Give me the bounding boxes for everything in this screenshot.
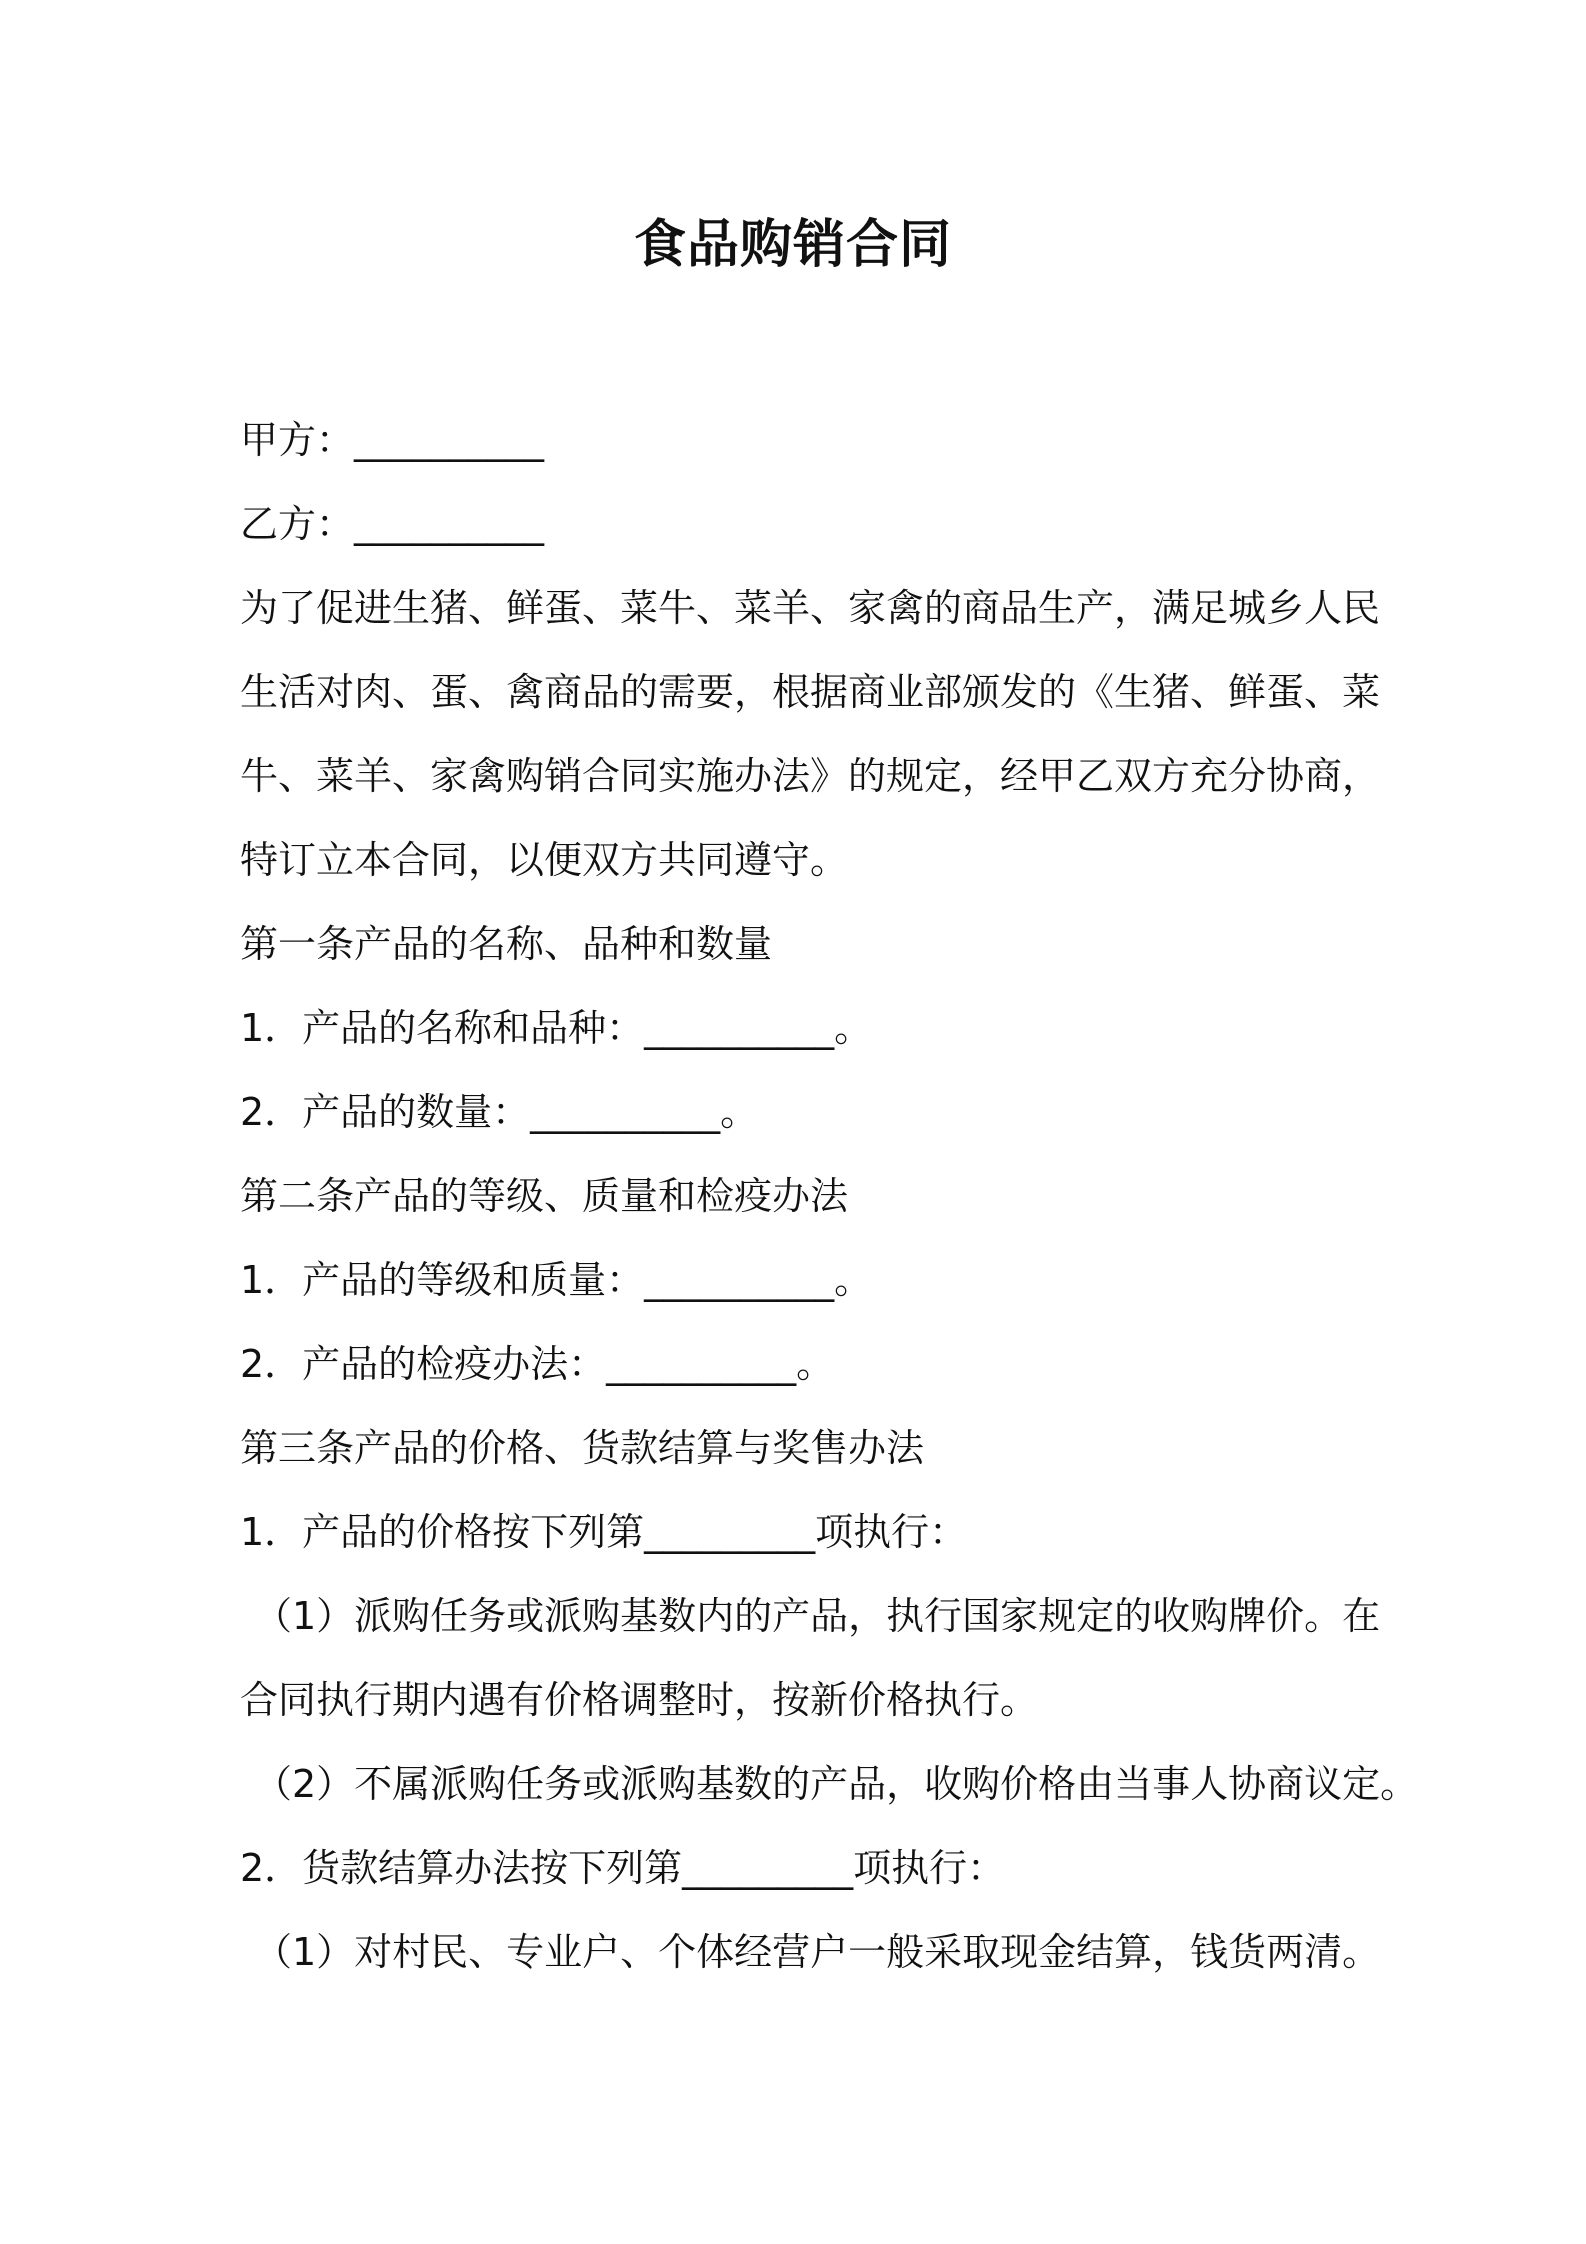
article-3-item-2: 2．货款结算办法按下列第_________项执行： (240, 1846, 1006, 1890)
preamble-line-2: 生活对肉、蛋、禽商品的需要，根据商业部颁发的《生猪、鲜蛋、菜 (240, 670, 1381, 714)
article-3-item-1-sub-1-line-1: （1）派购任务或派购基数内的产品，执行国家规定的收购牌价。在 (254, 1594, 1381, 1638)
article-1-item-1: 1．产品的名称和品种：__________。 (240, 1006, 873, 1050)
preamble-line-4: 特订立本合同，以便双方共同遵守。 (240, 838, 849, 882)
article-3-item-1-sub-2: （2）不属派购任务或派购基数的产品，收购价格由当事人协商议定。 (254, 1762, 1419, 1806)
article-1-heading: 第一条产品的名称、品种和数量 (240, 922, 773, 966)
article-2-item-2: 2．产品的检疫办法：__________。 (240, 1342, 835, 1386)
article-3-heading: 第三条产品的价格、货款结算与奖售办法 (240, 1426, 925, 1470)
article-2-item-1: 1．产品的等级和质量：__________。 (240, 1258, 873, 1302)
article-1-item-2: 2．产品的数量：__________。 (240, 1090, 759, 1134)
article-3-item-1-sub-1-line-2: 合同执行期内遇有价格调整时，按新价格执行。 (240, 1678, 1039, 1722)
party-b-line: 乙方：__________ (240, 502, 545, 546)
document-title: 食品购销合同 (633, 215, 952, 275)
article-3-item-2-sub-1: （1）对村民、专业户、个体经营户一般采取现金结算，钱货两清。 (254, 1930, 1381, 1974)
article-2-heading: 第二条产品的等级、质量和检疫办法 (240, 1174, 849, 1218)
preamble-line-1: 为了促进生猪、鲜蛋、菜牛、菜羊、家禽的商品生产，满足城乡人民 (240, 586, 1381, 630)
party-a-line: 甲方：__________ (240, 418, 545, 462)
document-body (240, 398, 1419, 1994)
article-3-item-1: 1．产品的价格按下列第_________项执行： (240, 1510, 968, 1554)
preamble-line-3: 牛、菜羊、家禽购销合同实施办法》的规定，经甲乙双方充分协商， (240, 754, 1381, 798)
